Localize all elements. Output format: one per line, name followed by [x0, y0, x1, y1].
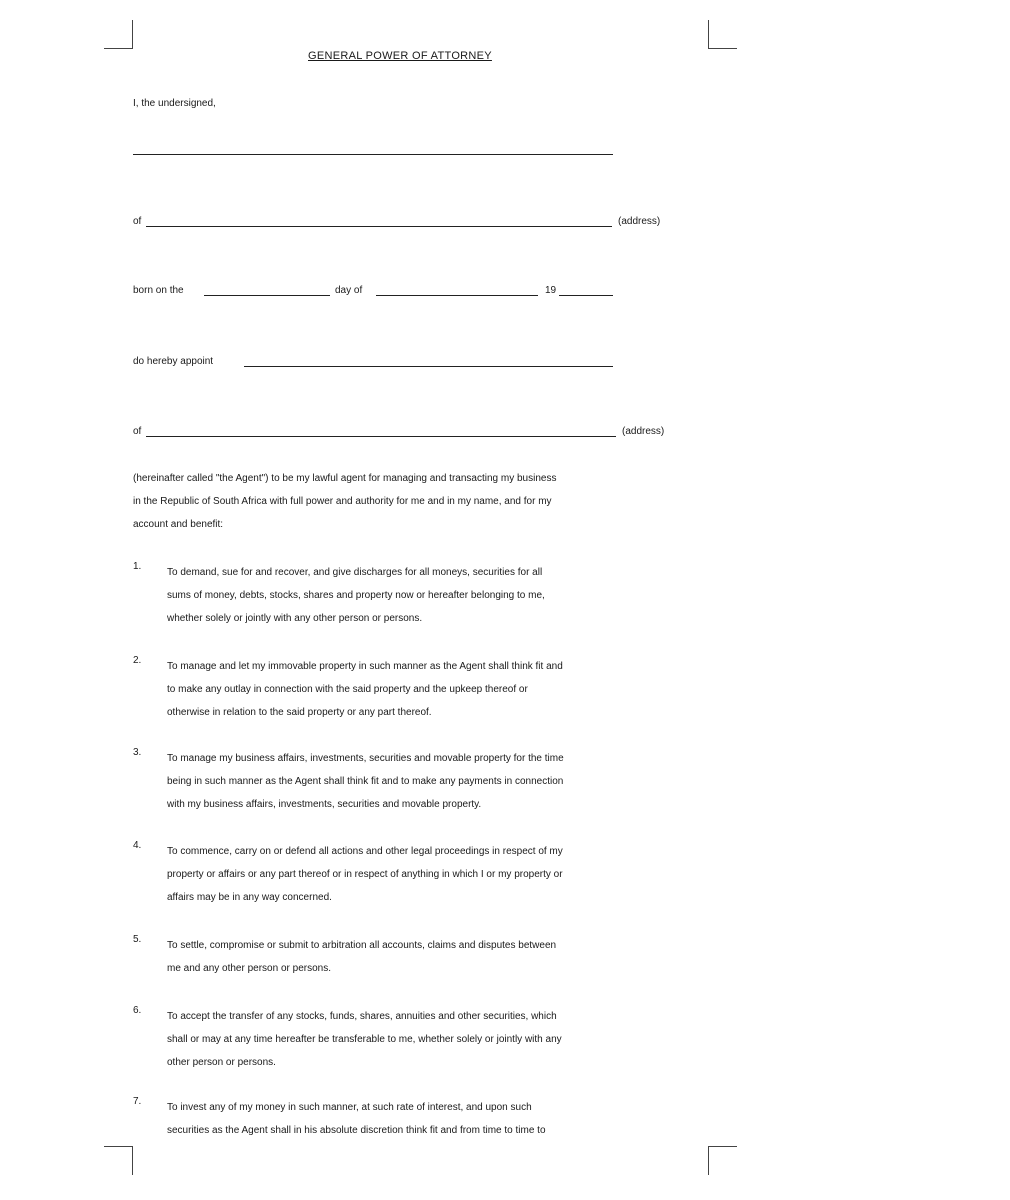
address-label-2: (address): [622, 426, 665, 437]
clause-line: whether solely or jointly with any other person or persons.: [167, 613, 423, 624]
clause-line: being in such manner as the Agent shall think fit and to make any payments in connection: [167, 776, 564, 787]
crop-mark-bottom-right: [708, 1146, 737, 1175]
born-label: born on the: [133, 285, 184, 296]
born-day-field-line[interactable]: [204, 295, 330, 296]
clause-line: To commence, carry on or defend all actions and other legal proceedings in respect of my: [167, 846, 563, 857]
clause-line: To manage my business affairs, investments, securities and movable property for the time: [167, 753, 564, 764]
crop-mark-bottom-left: [104, 1146, 133, 1175]
clause-line: sums of money, debts, stocks, shares and property now or hereafter belonging to me,: [167, 590, 545, 601]
clause-line: with my business affairs, investments, securities and movable property.: [167, 799, 482, 810]
clause-line: To demand, sue for and recover, and give discharges for all moneys, securities for all: [167, 567, 543, 578]
born-month-field-line[interactable]: [376, 295, 538, 296]
clause-line: To settle, compromise or submit to arbitration all accounts, claims and disputes between: [167, 940, 557, 951]
of-label: of: [133, 216, 142, 227]
clause-number: 4.: [133, 840, 142, 851]
intro-text: I, the undersigned,: [133, 98, 216, 109]
clause-number: 1.: [133, 561, 142, 572]
of-label-2: of: [133, 426, 142, 437]
day-of-label: day of: [335, 285, 363, 296]
agent-address-field-line[interactable]: [146, 436, 616, 437]
clause-number: 6.: [133, 1005, 142, 1016]
clause-line: To invest any of my money in such manner, at such rate of interest, and upon such: [167, 1102, 532, 1113]
preamble-line: in the Republic of South Africa with full power and authority for me and in my name, and for my: [133, 496, 552, 507]
crop-mark-top-left: [104, 20, 133, 49]
clause-line: shall or may at any time hereafter be transferable to me, whether solely or jointly with any: [167, 1034, 562, 1045]
clause-line: to make any outlay in connection with the said property and the upkeep thereof or: [167, 684, 528, 695]
clause-line: affairs may be in any way concerned.: [167, 892, 332, 903]
clause-line: me and any other person or persons.: [167, 963, 331, 974]
document-title: GENERAL POWER OF ATTORNEY: [308, 50, 492, 62]
clause-number: 5.: [133, 934, 142, 945]
preamble-line: account and benefit:: [133, 519, 224, 530]
clause-number: 7.: [133, 1096, 142, 1107]
crop-mark-top-right: [708, 20, 737, 49]
year-label: 19: [545, 285, 557, 296]
clause-line: property or affairs or any part thereof or in respect of anything in which I or my property or: [167, 869, 563, 880]
agent-name-field-line[interactable]: [244, 366, 613, 367]
clause-line: To accept the transfer of any stocks, funds, shares, annuities and other securities, which: [167, 1011, 557, 1022]
address-label: (address): [618, 216, 661, 227]
address-field-line[interactable]: [146, 226, 612, 227]
born-year-field-line[interactable]: [559, 295, 613, 296]
clause-line: To manage and let my immovable property in such manner as the Agent shall think fit and: [167, 661, 563, 672]
clause-line: otherwise in relation to the said property or any part thereof.: [167, 707, 432, 718]
clause-number: 3.: [133, 747, 142, 758]
clause-line: other person or persons.: [167, 1057, 276, 1068]
appoint-label: do hereby appoint: [133, 356, 214, 367]
name-field-line[interactable]: [133, 154, 613, 155]
preamble-paragraph: [133, 467, 733, 536]
clause-line: securities as the Agent shall in his absolute discretion think fit and from time to time to: [167, 1125, 546, 1136]
preamble-line: (hereinafter called "the Agent") to be my lawful agent for managing and transacting my business: [133, 473, 557, 484]
clause-number: 2.: [133, 655, 142, 666]
